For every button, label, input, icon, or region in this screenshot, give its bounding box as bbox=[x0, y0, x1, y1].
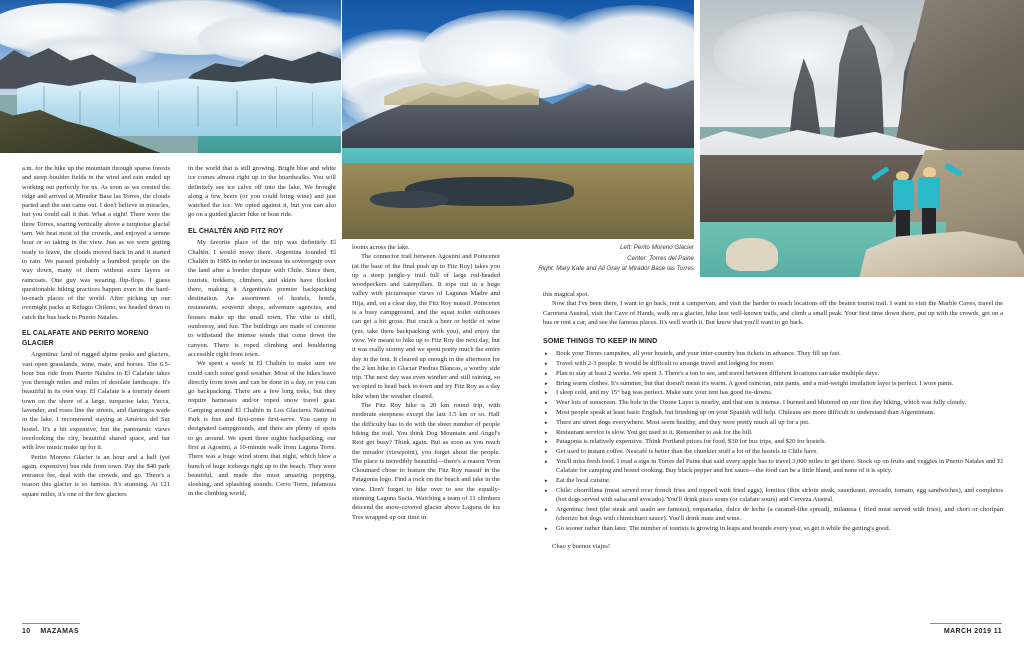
tip-text: Travel with 2-3 people. It would be difficult to arrange travel and lodging for more. bbox=[556, 359, 775, 367]
tip-item bbox=[543, 418, 1003, 427]
signoff: Chao y buenos viajes! bbox=[552, 543, 611, 551]
paragraph: Argentina: land of rugged alpine peaks and glaciers, vast open grasslands, wine, mate, and horses. The 6.5-hour bus ride from Puerto Natales to El Calafate takes you through miles and miles of desolate landscape. It's beautiful in its own way. El Calafate is a touristy desert town on the shore of a large, turquoise lake. Yucca, lavender, and roses line the streets, and flamingos wade in the lake. I recommend staying at América del Sur hostel. It's a bit expensive, but the panoramic views overlooking the city, beautiful shared space, and bar with live music make up for it. bbox=[22, 351, 170, 452]
tip-text: Most people speak at least basic English, but brushing up on your Spanish will help. Chileans are more difficult to understand than Argentinians. bbox=[556, 408, 936, 416]
photo-hikers-mirador-base-las-torres bbox=[700, 0, 1024, 277]
right-text-section bbox=[543, 290, 1003, 552]
tip-item bbox=[543, 379, 1003, 388]
text-column-2 bbox=[188, 164, 336, 499]
bullet-triangle-icon: ► bbox=[544, 449, 549, 455]
tip-text: Plan to stay at least 2 weeks. We spent 3. There's a ton to see, and travel between different locations can take multiple days. bbox=[556, 369, 879, 377]
bullet-triangle-icon: ► bbox=[544, 360, 549, 366]
photo-captions bbox=[520, 243, 694, 275]
page-number-left: 10 bbox=[22, 628, 31, 635]
bullet-triangle-icon: ► bbox=[544, 429, 549, 435]
bullet-triangle-icon: ► bbox=[544, 439, 549, 445]
caption-left: Left: Perito Moreno Glacier bbox=[620, 244, 694, 251]
photo-torres-del-paine bbox=[342, 0, 694, 239]
snow-cap bbox=[595, 65, 627, 75]
footer-rule-right bbox=[930, 623, 1002, 624]
footer-right: MARCH 2019 11 bbox=[943, 628, 1002, 635]
heading-el-calafate: EL CALAFATE AND PERITO MORENO GLACIER bbox=[22, 330, 149, 347]
paragraph: this magical spot. bbox=[543, 291, 590, 298]
tip-item bbox=[543, 447, 1003, 456]
paragraph: We spent a week in El Chaltén to make sure we could catch some good weather. Most of the hikes leave directly from town and can be done in a day, or you can go backpacking. There are a few long treks, but they require harnesses and/or roped snow travel gear. Camping around El Chaltén in Los Glaciares National Park is free and first-come first-serve. You camp in designated campgrounds, and there are plenty of spots to go around. We spent three nights backpacking, our first at Agostini, a 10-minute walk from Laguna Torre. There was a huge wind storm that night, which blew a bunch of huge icebergs right up to the beach. They were beautiful, and made the most amazing popping, sloshing, and splashing sounds. Cerro Torre, infamous in the climbing world, bbox=[188, 360, 336, 498]
caption-center: Center: Torres del Paine bbox=[627, 254, 694, 262]
tip-text: There are street dogs everywhere. Most seem healthy, and they were pretty much all up for a pet. bbox=[556, 418, 810, 426]
photo-perito-moreno-glacier bbox=[0, 0, 341, 153]
paragraph: Now that I've been there, I want to go back, rent a campervan, and visit the harder to reach locations off the beaten tourist trail. I want to visit the Marble Caves, travel the Carretera Austral, visit the Cave of Hands, walk on a glacier, hike less well-known trails, and climb a small peak. Your first time down there, put up with the crowds, get on a bus or rent a car, and see the famous places. It's well worth it. But know that you'll want to go back. bbox=[543, 300, 1003, 326]
bullet-triangle-icon: ► bbox=[544, 526, 549, 532]
bullet-triangle-icon: ► bbox=[544, 370, 549, 376]
tip-item bbox=[543, 428, 1003, 437]
tip-item bbox=[543, 349, 1003, 358]
tip-text: Get used to instant coffee. Nescafé is better than the chunkier stuff a lot of the hostels in Chile have. bbox=[556, 448, 819, 456]
paragraph: looms across the lake. bbox=[352, 244, 410, 251]
tip-text: Eat the local cuisine. bbox=[556, 477, 611, 485]
paragraph: in the world that is still growing. Bright blue and white ice comes almost right up to the boardwalks. You will definitely see ice calve off into the lake. We brought along a few beers (or you could bring wine) and just watched the ice. We opted against it, but you can also go on a guided glacier hike or boat ride. bbox=[188, 165, 336, 219]
tip-item bbox=[543, 398, 1003, 407]
tip-text: Argentina: beef (the steak and asado are famous), empanadas, dulce de leche (a caramel-like spread), milanesa ( fried meat served with fries), and chori or choripán (chorizo hot dogs with chimichurri sauce). You'll drink mate and wine. bbox=[556, 505, 1003, 523]
tip-item bbox=[543, 476, 1003, 485]
dark-tarn bbox=[370, 191, 447, 208]
tip-text: Patagonia is relatively expensive. Think Portland prices for food, $30 for bus trips, and $20 for hostels. bbox=[556, 438, 827, 446]
tip-item bbox=[543, 369, 1003, 378]
bullet-triangle-icon: ► bbox=[544, 351, 549, 357]
tip-text: Restaurant service is slow. You get used to it. Remember to ask for the bill. bbox=[556, 428, 753, 436]
tip-text: Bring warm clothes. It's summer, but that doesn't mean it's warm. A good raincoat, rain pants, and a mid-weight insulation layer is perfect. I wore pants. bbox=[556, 379, 954, 387]
bullet-triangle-icon: ► bbox=[544, 506, 549, 512]
tip-item bbox=[543, 437, 1003, 446]
footer-rule-left bbox=[22, 623, 80, 624]
tip-item bbox=[543, 457, 1003, 476]
tip-item bbox=[543, 408, 1003, 417]
caption-right: Right: Mary Kate and Ali Gray at Mirador Base las Torres bbox=[538, 265, 694, 273]
bullet-triangle-icon: ► bbox=[544, 400, 549, 406]
paragraph: The connector trail between Agostini and Poincenot (at the base of the final push up to Fitz Roy) takes you up a steep jungle-y trail full of large red-headed woodpeckers and caterpillars. It tops out in a huge valley with picturesque views of Lagunas Madre and Hija, and, on a clear day, the Fitz Roy massif. Poincenot is a busy campground, and the squat toilet outhouses can get a bit gross. But crack a beer or bottle of wine (yes, take them backpacking with you), and enjoy the view. We meant to hike up to Fitz Roy the next day, but it was really stormy and we spent pretty much the entire day in the tent. It cleared up enough in the afternoon for the 2 km hike to Glaciar Piedras Blancas, a worthy side trip. The next day was even windier and still raining, so we opted to head back to town and try Fitz Roy as a day hike when the weather cleared. bbox=[352, 253, 500, 400]
rock bbox=[726, 238, 778, 271]
tip-item bbox=[543, 388, 1003, 397]
heading-things-to-keep-in-mind: SOME THINGS TO KEEP IN MIND bbox=[543, 337, 658, 346]
paragraph: The Fitz Roy hike is 20 km round trip, with moderate steepness except the last 1.5 km or so. Half the difficulty has to do with the sheer number of people hiking the trail. You think Dog Mountain and Angel's Rest get busy? Think again. But as soon as you reach the mirador (viewpoint), you forget about the people. The place is incredibly beautiful—there's a reason Yvon Chouinard chose to feature the Fitz Roy massif in the Patagonia logo. Find a rock on the beach and take in the view. Don't forget to hike over to see the equally-stunning Laguna Sucia. Watching a team of 11 climbers descend the snow-covered glacier above Laguna de los Tres wrapped up our time in bbox=[352, 402, 500, 521]
paragraph: a.m. for the hike up the mountain through sparse forests and steep boulder fields in the wind and rain ended up working out perfectly for us. As soon as we crested the ridge and arrived at Mirador Base las Torres, the clouds parted and the sun came out. I don't believe in miracles, but you could call it that. What a sight! There were the three Torres, soaring vertically above a turquoise glacial tarn. We beat most of the crowds, and enjoyed a serene hour or so taking in the view. Just as we were getting ready to leave, the clouds moved back in and it started to rain. We passed probably a hundred people on the way down, many of them without extra layers or raincoats. One guy was wearing flip-flops. I guess questionable hiking practices happen even in the hard-to-reach places of the world. After picking up our overnight packs at Refugio Chileno, we headed down to catch the bus back to Puerto Natales. bbox=[22, 165, 170, 321]
bullet-triangle-icon: ► bbox=[544, 390, 549, 396]
hiker-right bbox=[914, 163, 946, 243]
bullet-triangle-icon: ► bbox=[544, 458, 549, 464]
tip-text: I sleep cold, and my 15° bag was perfect. Make sure your tent has good tie-downs. bbox=[556, 389, 773, 397]
tip-item bbox=[543, 359, 1003, 368]
bullet-triangle-icon: ► bbox=[544, 487, 549, 493]
tip-text: Wear lots of sunscreen. The hole in the Ozone Layer is nearby, and that sun is intense. I burned and blistered on our first day hiking, which was fully cloudy. bbox=[556, 399, 967, 407]
tip-text: You'll miss fresh food. I read a sign in Torres del Paine that said every apple has to travel 3,000 miles to get there. Stock up on fruits and veggies in Puerto Natales and El Calafate for camping and hostel cooking. Buy black pepper and hot sauce—the food can be a little bland, and none of it is spicy. bbox=[556, 457, 1003, 475]
tip-item bbox=[543, 524, 1003, 533]
bullet-triangle-icon: ► bbox=[544, 380, 549, 386]
tip-item bbox=[543, 505, 1003, 524]
tip-text: Chile: chorrillana (meat served over french fries and topped with fried eggs), lomitos (thin sirloin steak, sauerkraut, avocado, tomato, egg sandwiches), and completos (hot dogs served with salsa and avocado). You'll drink pisco sours (or calafate sours) and Cerveza Austral. bbox=[556, 486, 1003, 504]
footer-left bbox=[22, 628, 79, 635]
heading-el-chalten: EL CHALTÉN AND FITZ ROY bbox=[188, 227, 284, 235]
paragraph: Perito Moreno Glacier is an hour and a half (yet again, expensive) bus ride from town. Pay the $40 park entrance fee, deal with the crowds, and go. There's a reason this glacier is so famous. It's stunning. At 121 square miles, it's one of the few glaciers bbox=[22, 453, 170, 498]
tips-list bbox=[543, 349, 1003, 533]
paragraph: My favorite place of the trip was definitely El Chaltén. I would move there. Argentina founded El Chaltén in 1985 in order to increase its sovereignty over the land after a border dispute with Chile. Since then, tourists, trekkers, climbers, and skiers have flocked there, making it Argentina's premier backpacking destination. An assortment of hostels, hotels, restaurants, souvenir shops, adventure agencies, and houses make up the small town. The vibe is chill, outdoorsy, and fun. The buildings are made of concrete to withstand the intense winds that come down the canyon. There is roped climbing and bouldering accessible right from town. bbox=[188, 239, 336, 358]
publication-name: MAZAMAS bbox=[40, 628, 79, 635]
tip-item bbox=[543, 486, 1003, 505]
text-column-1 bbox=[22, 164, 170, 499]
text-column-3 bbox=[352, 243, 500, 522]
bullet-triangle-icon: ► bbox=[544, 478, 549, 484]
bullet-triangle-icon: ► bbox=[544, 419, 549, 425]
tip-text: Book your Torres campsites, all your hostels, and your inter-country bus tickets in advance. They fill up fast. bbox=[556, 350, 841, 358]
bullet-triangle-icon: ► bbox=[544, 409, 549, 415]
snow-cap bbox=[652, 57, 680, 67]
tip-text: Go sooner rather than later. The number of tourists is growing in leaps and bounds every year, so get it while the getting's good. bbox=[556, 525, 891, 533]
